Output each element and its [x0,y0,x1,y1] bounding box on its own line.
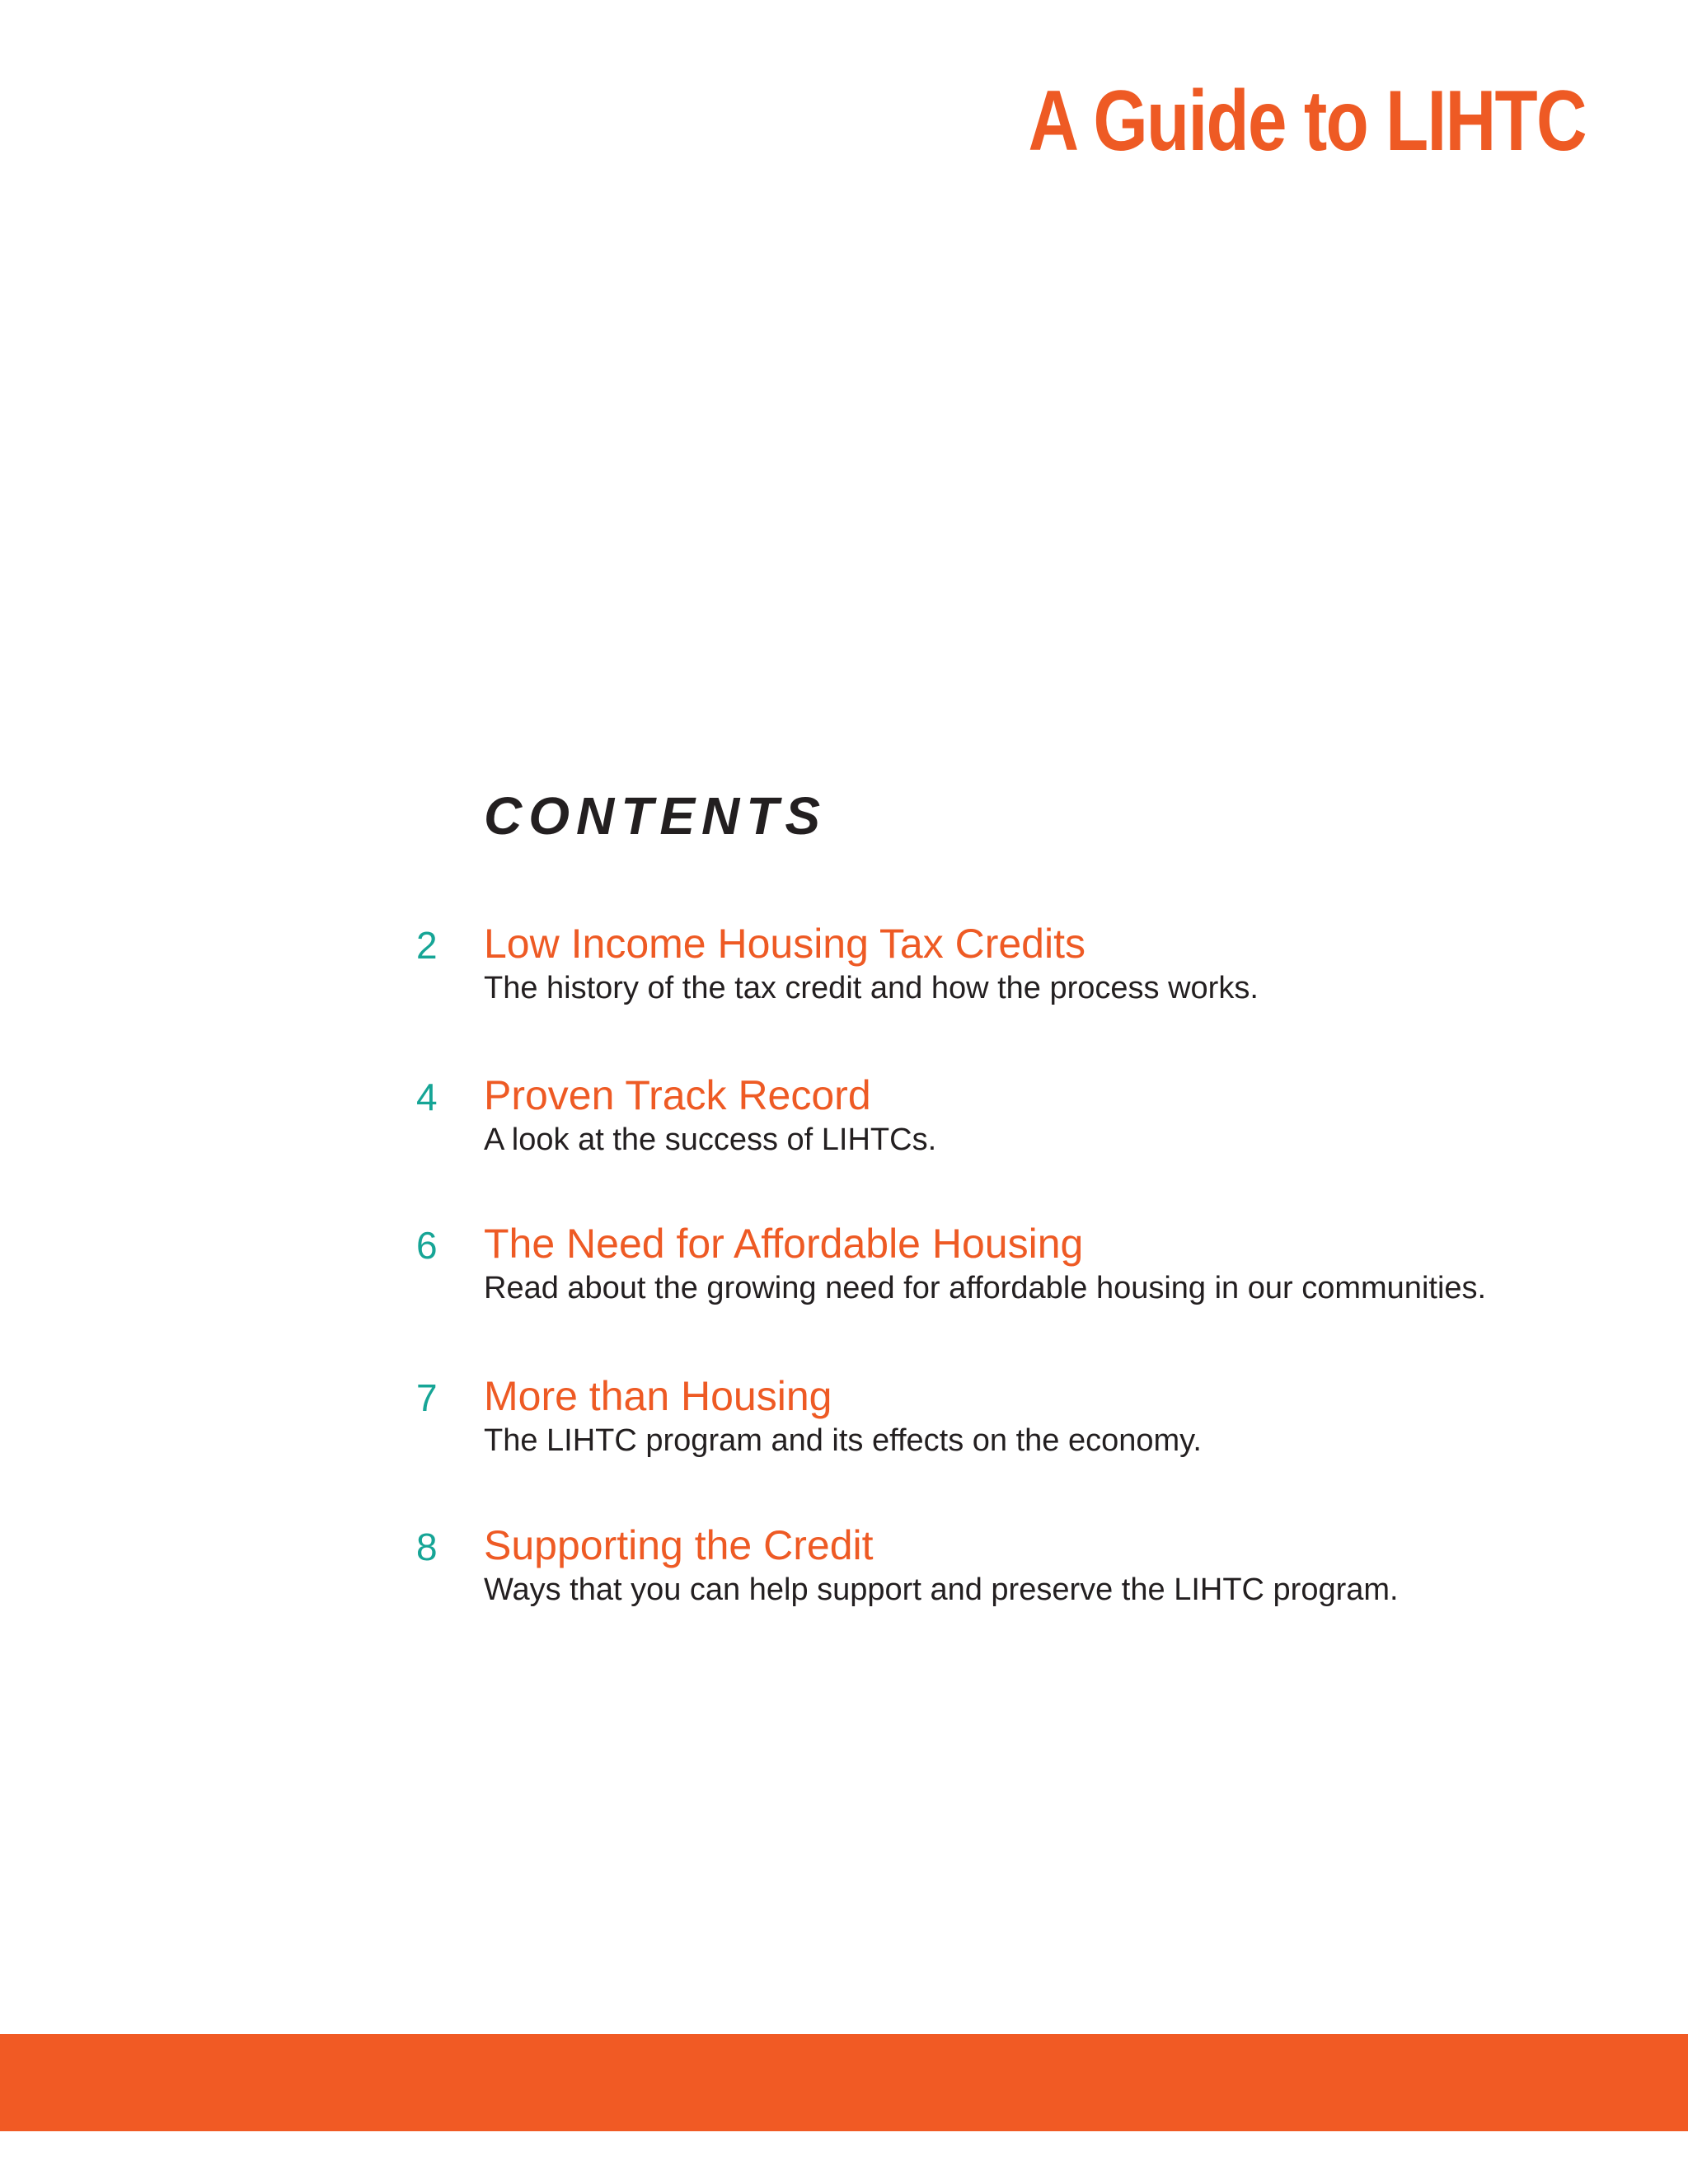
page-title: A Guide to LIHTC [1028,73,1586,169]
toc-entry[interactable] [416,1221,1669,1317]
contents-heading: CONTENTS [484,786,827,846]
toc-page-number: 8 [416,1526,438,1568]
toc-entry-title[interactable]: Proven Track Record [484,1072,871,1118]
toc-page-number: 6 [416,1224,438,1267]
toc-entry-description: The LIHTC program and its effects on the economy. [484,1423,1202,1458]
toc-entry[interactable] [416,1522,1669,1619]
toc-entry-title[interactable]: The Need for Affordable Housing [484,1221,1084,1267]
toc-entry-description: A look at the success of LIHTCs. [484,1122,937,1157]
toc-page-number: 7 [416,1376,438,1419]
toc-entry-description: Read about the growing need for affordable housing in our communities. [484,1271,1487,1305]
toc-entry[interactable] [416,1373,1669,1469]
toc-entry-title[interactable]: Low Income Housing Tax Credits [484,921,1085,967]
footer-bar [0,2034,1688,2131]
toc-page-number: 2 [416,924,438,967]
toc-entry-title[interactable]: Supporting the Credit [484,1522,874,1568]
toc-entry-description: Ways that you can help support and preserve the LIHTC program. [484,1572,1399,1607]
toc-entry-description: The history of the tax credit and how the process works. [484,971,1259,1005]
toc-entry-title[interactable]: More than Housing [484,1373,832,1419]
toc-entry[interactable] [416,1072,1669,1169]
toc-entry[interactable] [416,921,1669,1017]
toc-page-number: 4 [416,1076,438,1118]
